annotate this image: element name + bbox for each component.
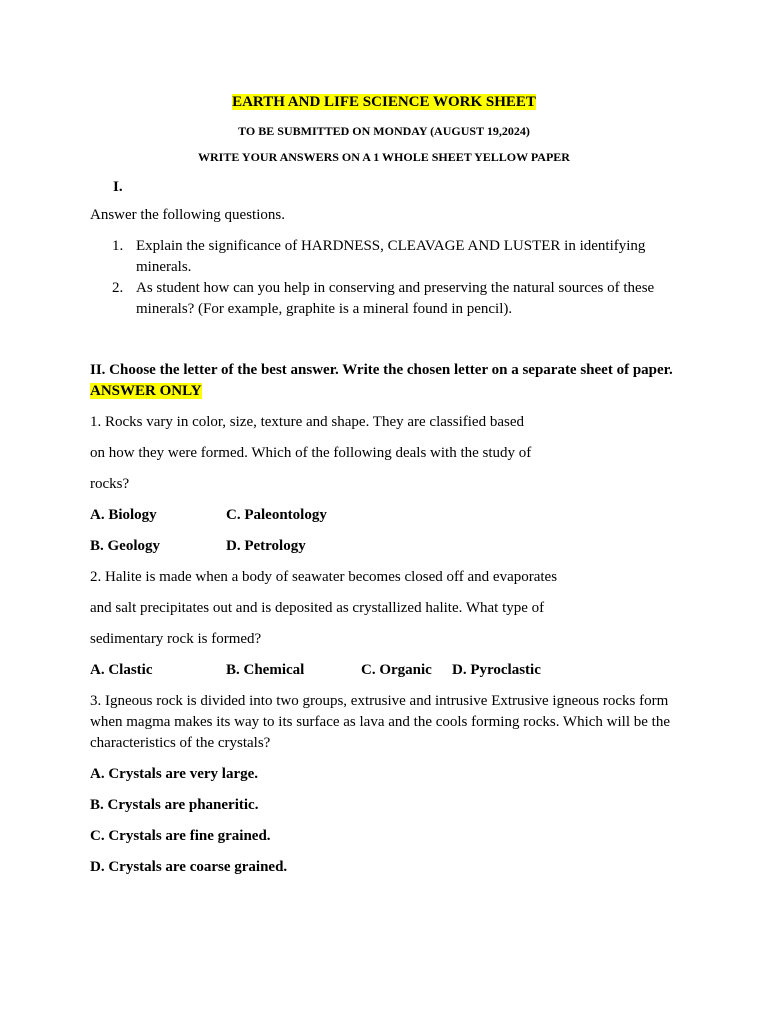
section-2-instruction [90,360,690,402]
question-1-line-3: rocks? [90,476,130,492]
section-1-instruction: Answer the following questions. [90,207,285,223]
question-2-line-2: and salt precipitates out and is deposited as crystallized halite. What type of [90,600,545,616]
choice-d: D. Pyroclastic [452,662,541,678]
list-item [90,278,690,320]
section-1-question-list [90,236,690,320]
answer-only-highlight: ANSWER ONLY [90,383,202,399]
choice-b: B. Chemical [226,662,305,678]
question-2-line-3: sedimentary rock is formed? [90,631,262,647]
section-1-number: I. [113,179,123,195]
question-3-text: 3. Igneous rock is divided into two groups, extrusive and intrusive Extrusive igneous rocks form when magma makes its way to its surface as lava and the cools forming rocks. Which will be the characteristics of the crystals? [90,693,670,751]
question-3-choice-d: D. Crystals are coarse grained. [90,859,288,875]
worksheet-title [0,92,768,112]
question-3-choice-a: A. Crystals are very large. [90,766,259,782]
list-item [90,236,690,278]
choice-c: C. Paleontology [226,507,327,523]
choice-c: C. Organic [361,662,432,678]
choice-a: A. Biology [90,507,157,523]
list-item-number: 2. [112,280,124,296]
choice-a: A. Clastic [90,662,153,678]
list-item-text: As student how can you help in conserving and preserving the natural sources of these minerals? (For example, graphite is a mineral found in pencil). [136,280,655,317]
choice-b: B. Geology [90,538,160,554]
submission-date: TO BE SUBMITTED ON MONDAY (AUGUST 19,2024) [238,124,530,138]
list-item-text: Explain the significance of HARDNESS, CLEAVAGE AND LUSTER in identifying minerals. [136,238,646,275]
question-1-line-1: 1. Rocks vary in color, size, texture and shape. They are classified based [90,414,524,430]
question-3-choice-b: B. Crystals are phaneritic. [90,797,259,813]
question-3-choice-c: C. Crystals are fine grained. [90,828,271,844]
choice-d: D. Petrology [226,538,306,554]
question-2-line-1: 2. Halite is made when a body of seawater becomes closed off and evaporates [90,569,558,585]
list-item-number: 1. [112,238,124,254]
question-1-line-2: on how they were formed. Which of the following deals with the study of [90,445,532,461]
answer-instruction: WRITE YOUR ANSWERS ON A 1 WHOLE SHEET YELLOW PAPER [198,150,570,164]
title-highlight: EARTH AND LIFE SCIENCE WORK SHEET [232,94,536,110]
section-2-instruction-text: II. Choose the letter of the best answer. Write the chosen letter on a separate sheet of paper. [90,362,673,378]
